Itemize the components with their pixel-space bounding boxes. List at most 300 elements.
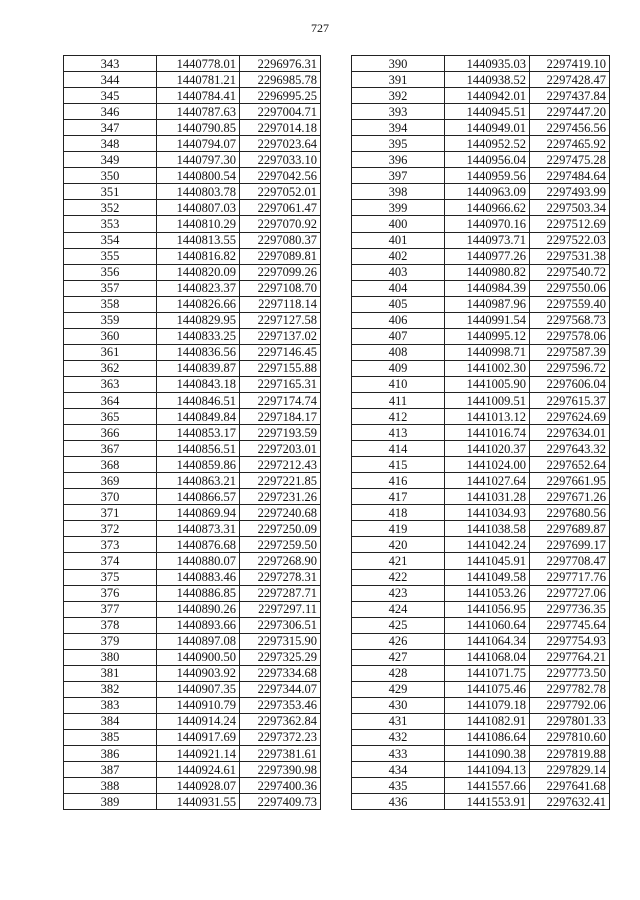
- point-number-cell: 419: [352, 521, 445, 537]
- y-coordinate-cell: 2297754.93: [530, 633, 610, 649]
- point-number-cell: 394: [352, 120, 445, 136]
- y-coordinate-cell: 2297764.21: [530, 649, 610, 665]
- table-row: [352, 184, 610, 200]
- point-number-cell: 429: [352, 681, 445, 697]
- x-coordinate-cell: 1440829.95: [157, 312, 240, 328]
- table-row: [64, 280, 321, 296]
- x-coordinate-cell: 1440863.21: [157, 473, 240, 489]
- x-coordinate-cell: 1441075.46: [445, 681, 530, 697]
- table-row: [352, 280, 610, 296]
- x-coordinate-cell: 1441553.91: [445, 794, 530, 810]
- x-coordinate-cell: 1440995.12: [445, 328, 530, 344]
- x-coordinate-cell: 1440998.71: [445, 344, 530, 360]
- x-coordinate-cell: 1441090.38: [445, 746, 530, 762]
- y-coordinate-cell: 2296985.78: [240, 72, 321, 88]
- y-coordinate-cell: 2297773.50: [530, 665, 610, 681]
- y-coordinate-cell: 2297428.47: [530, 72, 610, 88]
- y-coordinate-cell: 2297146.45: [240, 344, 321, 360]
- table-row: [64, 200, 321, 216]
- table-row: [64, 360, 321, 376]
- y-coordinate-cell: 2296995.25: [240, 88, 321, 104]
- x-coordinate-cell: 1441056.95: [445, 601, 530, 617]
- point-number-cell: 347: [64, 120, 157, 136]
- x-coordinate-cell: 1440883.46: [157, 569, 240, 585]
- point-number-cell: 410: [352, 376, 445, 392]
- y-coordinate-cell: 2297221.85: [240, 473, 321, 489]
- table-row: [352, 200, 610, 216]
- point-number-cell: 343: [64, 56, 157, 72]
- point-number-cell: 356: [64, 264, 157, 280]
- coordinates-table-right-body: [352, 56, 610, 810]
- y-coordinate-cell: 2297540.72: [530, 264, 610, 280]
- point-number-cell: 411: [352, 392, 445, 408]
- y-coordinate-cell: 2297456.56: [530, 120, 610, 136]
- table-row: [64, 778, 321, 794]
- point-number-cell: 366: [64, 425, 157, 441]
- point-number-cell: 401: [352, 232, 445, 248]
- y-coordinate-cell: 2297381.61: [240, 746, 321, 762]
- table-row: [352, 168, 610, 184]
- x-coordinate-cell: 1440928.07: [157, 778, 240, 794]
- table-row: [352, 232, 610, 248]
- y-coordinate-cell: 2297503.34: [530, 200, 610, 216]
- point-number-cell: 359: [64, 312, 157, 328]
- y-coordinate-cell: 2297624.69: [530, 409, 610, 425]
- x-coordinate-cell: 1440823.37: [157, 280, 240, 296]
- table-row: [352, 681, 610, 697]
- x-coordinate-cell: 1441086.64: [445, 729, 530, 745]
- x-coordinate-cell: 1440987.96: [445, 296, 530, 312]
- table-row: [64, 168, 321, 184]
- table-row: [352, 553, 610, 569]
- point-number-cell: 346: [64, 104, 157, 120]
- x-coordinate-cell: 1440797.30: [157, 152, 240, 168]
- y-coordinate-cell: 2297419.10: [530, 56, 610, 72]
- x-coordinate-cell: 1440980.82: [445, 264, 530, 280]
- table-row: [352, 296, 610, 312]
- point-number-cell: 399: [352, 200, 445, 216]
- x-coordinate-cell: 1440853.17: [157, 425, 240, 441]
- y-coordinate-cell: 2297137.02: [240, 328, 321, 344]
- point-number-cell: 371: [64, 505, 157, 521]
- table-row: [352, 601, 610, 617]
- point-number-cell: 413: [352, 425, 445, 441]
- table-row: [352, 72, 610, 88]
- table-row: [352, 344, 610, 360]
- point-number-cell: 402: [352, 248, 445, 264]
- y-coordinate-cell: 2297680.56: [530, 505, 610, 521]
- point-number-cell: 354: [64, 232, 157, 248]
- table-row: [64, 697, 321, 713]
- point-number-cell: 365: [64, 409, 157, 425]
- x-coordinate-cell: 1440843.18: [157, 376, 240, 392]
- point-number-cell: 351: [64, 184, 157, 200]
- y-coordinate-cell: 2297268.90: [240, 553, 321, 569]
- table-row: [352, 360, 610, 376]
- table-row: [64, 136, 321, 152]
- x-coordinate-cell: 1440942.01: [445, 88, 530, 104]
- point-number-cell: 379: [64, 633, 157, 649]
- x-coordinate-cell: 1441009.51: [445, 392, 530, 408]
- x-coordinate-cell: 1440991.54: [445, 312, 530, 328]
- y-coordinate-cell: 2297493.99: [530, 184, 610, 200]
- table-row: [64, 232, 321, 248]
- x-coordinate-cell: 1440880.07: [157, 553, 240, 569]
- point-number-cell: 369: [64, 473, 157, 489]
- x-coordinate-cell: 1440886.85: [157, 585, 240, 601]
- table-row: [352, 489, 610, 505]
- x-coordinate-cell: 1440959.56: [445, 168, 530, 184]
- y-coordinate-cell: 2297587.39: [530, 344, 610, 360]
- x-coordinate-cell: 1440945.51: [445, 104, 530, 120]
- y-coordinate-cell: 2297559.40: [530, 296, 610, 312]
- point-number-cell: 353: [64, 216, 157, 232]
- y-coordinate-cell: 2297334.68: [240, 665, 321, 681]
- x-coordinate-cell: 1441034.93: [445, 505, 530, 521]
- y-coordinate-cell: 2297033.10: [240, 152, 321, 168]
- table-row: [352, 216, 610, 232]
- table-row: [64, 729, 321, 745]
- point-number-cell: 428: [352, 665, 445, 681]
- x-coordinate-cell: 1441045.91: [445, 553, 530, 569]
- y-coordinate-cell: 2297634.01: [530, 425, 610, 441]
- point-number-cell: 360: [64, 328, 157, 344]
- point-number-cell: 381: [64, 665, 157, 681]
- point-number-cell: 389: [64, 794, 157, 810]
- table-row: [64, 505, 321, 521]
- y-coordinate-cell: 2297792.06: [530, 697, 610, 713]
- y-coordinate-cell: 2297531.38: [530, 248, 610, 264]
- table-row: [352, 521, 610, 537]
- table-row: [64, 521, 321, 537]
- table-row: [64, 409, 321, 425]
- y-coordinate-cell: 2297278.31: [240, 569, 321, 585]
- x-coordinate-cell: 1440873.31: [157, 521, 240, 537]
- table-row: [64, 104, 321, 120]
- y-coordinate-cell: 2297606.04: [530, 376, 610, 392]
- x-coordinate-cell: 1440917.69: [157, 729, 240, 745]
- x-coordinate-cell: 1441079.18: [445, 697, 530, 713]
- table-row: [64, 585, 321, 601]
- point-number-cell: 372: [64, 521, 157, 537]
- x-coordinate-cell: 1441027.64: [445, 473, 530, 489]
- y-coordinate-cell: 2297484.64: [530, 168, 610, 184]
- y-coordinate-cell: 2297070.92: [240, 216, 321, 232]
- x-coordinate-cell: 1440813.55: [157, 232, 240, 248]
- x-coordinate-cell: 1440787.63: [157, 104, 240, 120]
- point-number-cell: 397: [352, 168, 445, 184]
- table-row: [64, 264, 321, 280]
- x-coordinate-cell: 1441005.90: [445, 376, 530, 392]
- table-row: [64, 312, 321, 328]
- y-coordinate-cell: 2297203.01: [240, 441, 321, 457]
- table-row: [352, 441, 610, 457]
- y-coordinate-cell: 2297782.78: [530, 681, 610, 697]
- x-coordinate-cell: 1440914.24: [157, 713, 240, 729]
- y-coordinate-cell: 2297409.73: [240, 794, 321, 810]
- point-number-cell: 422: [352, 569, 445, 585]
- table-row: [64, 457, 321, 473]
- y-coordinate-cell: 2297596.72: [530, 360, 610, 376]
- y-coordinate-cell: 2297652.64: [530, 457, 610, 473]
- x-coordinate-cell: 1440846.51: [157, 392, 240, 408]
- coordinates-table-right: [351, 55, 610, 810]
- table-row: [64, 441, 321, 457]
- x-coordinate-cell: 1440781.21: [157, 72, 240, 88]
- point-number-cell: 405: [352, 296, 445, 312]
- point-number-cell: 431: [352, 713, 445, 729]
- y-coordinate-cell: 2297212.43: [240, 457, 321, 473]
- table-row: [352, 633, 610, 649]
- table-row: [352, 778, 610, 794]
- point-number-cell: 400: [352, 216, 445, 232]
- table-row: [352, 649, 610, 665]
- point-number-cell: 377: [64, 601, 157, 617]
- table-row: [64, 553, 321, 569]
- point-number-cell: 396: [352, 152, 445, 168]
- y-coordinate-cell: 2297736.35: [530, 601, 610, 617]
- point-number-cell: 391: [352, 72, 445, 88]
- point-number-cell: 378: [64, 617, 157, 633]
- point-number-cell: 367: [64, 441, 157, 457]
- x-coordinate-cell: 1440924.61: [157, 762, 240, 778]
- y-coordinate-cell: 2297810.60: [530, 729, 610, 745]
- point-number-cell: 421: [352, 553, 445, 569]
- x-coordinate-cell: 1441082.91: [445, 713, 530, 729]
- y-coordinate-cell: 2297819.88: [530, 746, 610, 762]
- y-coordinate-cell: 2297080.37: [240, 232, 321, 248]
- table-row: [64, 794, 321, 810]
- point-number-cell: 404: [352, 280, 445, 296]
- y-coordinate-cell: 2297717.76: [530, 569, 610, 585]
- table-row: [64, 328, 321, 344]
- x-coordinate-cell: 1440816.82: [157, 248, 240, 264]
- x-coordinate-cell: 1441020.37: [445, 441, 530, 457]
- table-row: [64, 489, 321, 505]
- x-coordinate-cell: 1440897.08: [157, 633, 240, 649]
- y-coordinate-cell: 2297165.31: [240, 376, 321, 392]
- x-coordinate-cell: 1441038.58: [445, 521, 530, 537]
- y-coordinate-cell: 2297287.71: [240, 585, 321, 601]
- x-coordinate-cell: 1440859.86: [157, 457, 240, 473]
- table-row: [64, 681, 321, 697]
- table-row: [64, 216, 321, 232]
- point-number-cell: 370: [64, 489, 157, 505]
- y-coordinate-cell: 2297578.06: [530, 328, 610, 344]
- x-coordinate-cell: 1441016.74: [445, 425, 530, 441]
- x-coordinate-cell: 1441060.64: [445, 617, 530, 633]
- x-coordinate-cell: 1440810.29: [157, 216, 240, 232]
- coordinates-table-left-body: [64, 56, 321, 810]
- table-row: [64, 473, 321, 489]
- point-number-cell: 383: [64, 697, 157, 713]
- x-coordinate-cell: 1440839.87: [157, 360, 240, 376]
- table-row: [352, 392, 610, 408]
- point-number-cell: 426: [352, 633, 445, 649]
- x-coordinate-cell: 1441024.00: [445, 457, 530, 473]
- table-row: [64, 665, 321, 681]
- table-row: [64, 344, 321, 360]
- y-coordinate-cell: 2297671.26: [530, 489, 610, 505]
- x-coordinate-cell: 1440807.03: [157, 200, 240, 216]
- y-coordinate-cell: 2297745.64: [530, 617, 610, 633]
- y-coordinate-cell: 2297127.58: [240, 312, 321, 328]
- y-coordinate-cell: 2297042.56: [240, 168, 321, 184]
- x-coordinate-cell: 1440963.09: [445, 184, 530, 200]
- table-row: [64, 56, 321, 72]
- table-row: [64, 376, 321, 392]
- point-number-cell: 418: [352, 505, 445, 521]
- x-coordinate-cell: 1441068.04: [445, 649, 530, 665]
- point-number-cell: 363: [64, 376, 157, 392]
- point-number-cell: 376: [64, 585, 157, 601]
- point-number-cell: 390: [352, 56, 445, 72]
- point-number-cell: 382: [64, 681, 157, 697]
- point-number-cell: 345: [64, 88, 157, 104]
- x-coordinate-cell: 1440956.04: [445, 152, 530, 168]
- point-number-cell: 414: [352, 441, 445, 457]
- x-coordinate-cell: 1440800.54: [157, 168, 240, 184]
- point-number-cell: 364: [64, 392, 157, 408]
- y-coordinate-cell: 2297512.69: [530, 216, 610, 232]
- point-number-cell: 392: [352, 88, 445, 104]
- y-coordinate-cell: 2297689.87: [530, 521, 610, 537]
- x-coordinate-cell: 1440984.39: [445, 280, 530, 296]
- table-row: [352, 537, 610, 553]
- x-coordinate-cell: 1440935.03: [445, 56, 530, 72]
- x-coordinate-cell: 1441049.58: [445, 569, 530, 585]
- x-coordinate-cell: 1440790.85: [157, 120, 240, 136]
- y-coordinate-cell: 2297108.70: [240, 280, 321, 296]
- y-coordinate-cell: 2297522.03: [530, 232, 610, 248]
- table-row: [352, 248, 610, 264]
- point-number-cell: 403: [352, 264, 445, 280]
- point-number-cell: 355: [64, 248, 157, 264]
- table-row: [352, 473, 610, 489]
- point-number-cell: 432: [352, 729, 445, 745]
- table-row: [352, 585, 610, 601]
- table-row: [352, 794, 610, 810]
- point-number-cell: 348: [64, 136, 157, 152]
- point-number-cell: 407: [352, 328, 445, 344]
- table-row: [352, 569, 610, 585]
- x-coordinate-cell: 1441042.24: [445, 537, 530, 553]
- table-row: [352, 312, 610, 328]
- y-coordinate-cell: 2297661.95: [530, 473, 610, 489]
- y-coordinate-cell: 2297061.47: [240, 200, 321, 216]
- y-coordinate-cell: 2297390.98: [240, 762, 321, 778]
- y-coordinate-cell: 2297727.06: [530, 585, 610, 601]
- x-coordinate-cell: 1440803.78: [157, 184, 240, 200]
- point-number-cell: 344: [64, 72, 157, 88]
- x-coordinate-cell: 1440869.94: [157, 505, 240, 521]
- x-coordinate-cell: 1441071.75: [445, 665, 530, 681]
- table-row: [64, 425, 321, 441]
- x-coordinate-cell: 1440938.52: [445, 72, 530, 88]
- table-row: [352, 425, 610, 441]
- y-coordinate-cell: 2297372.23: [240, 729, 321, 745]
- point-number-cell: 425: [352, 617, 445, 633]
- point-number-cell: 417: [352, 489, 445, 505]
- table-row: [64, 120, 321, 136]
- x-coordinate-cell: 1440907.35: [157, 681, 240, 697]
- y-coordinate-cell: 2297099.26: [240, 264, 321, 280]
- y-coordinate-cell: 2297362.84: [240, 713, 321, 729]
- table-row: [352, 104, 610, 120]
- table-row: [352, 120, 610, 136]
- point-number-cell: 409: [352, 360, 445, 376]
- y-coordinate-cell: 2297004.71: [240, 104, 321, 120]
- point-number-cell: 361: [64, 344, 157, 360]
- x-coordinate-cell: 1441031.28: [445, 489, 530, 505]
- y-coordinate-cell: 2297400.36: [240, 778, 321, 794]
- x-coordinate-cell: 1440910.79: [157, 697, 240, 713]
- table-row: [352, 505, 610, 521]
- y-coordinate-cell: 2297014.18: [240, 120, 321, 136]
- y-coordinate-cell: 2297155.88: [240, 360, 321, 376]
- page-number: 727: [311, 21, 329, 35]
- y-coordinate-cell: 2297344.07: [240, 681, 321, 697]
- y-coordinate-cell: 2297259.50: [240, 537, 321, 553]
- table-row: [64, 152, 321, 168]
- y-coordinate-cell: 2297699.17: [530, 537, 610, 553]
- point-number-cell: 430: [352, 697, 445, 713]
- table-row: [64, 617, 321, 633]
- table-row: [352, 88, 610, 104]
- x-coordinate-cell: 1440900.50: [157, 649, 240, 665]
- point-number-cell: 349: [64, 152, 157, 168]
- table-row: [64, 713, 321, 729]
- table-row: [352, 376, 610, 392]
- x-coordinate-cell: 1440778.01: [157, 56, 240, 72]
- x-coordinate-cell: 1441094.13: [445, 762, 530, 778]
- x-coordinate-cell: 1440866.57: [157, 489, 240, 505]
- table-row: [352, 152, 610, 168]
- table-row: [352, 746, 610, 762]
- table-row: [64, 184, 321, 200]
- y-coordinate-cell: 2297568.73: [530, 312, 610, 328]
- point-number-cell: 420: [352, 537, 445, 553]
- x-coordinate-cell: 1440973.71: [445, 232, 530, 248]
- point-number-cell: 380: [64, 649, 157, 665]
- x-coordinate-cell: 1441053.26: [445, 585, 530, 601]
- point-number-cell: 406: [352, 312, 445, 328]
- point-number-cell: 408: [352, 344, 445, 360]
- table-row: [64, 537, 321, 553]
- x-coordinate-cell: 1440921.14: [157, 746, 240, 762]
- point-number-cell: 386: [64, 746, 157, 762]
- point-number-cell: 362: [64, 360, 157, 376]
- x-coordinate-cell: 1440893.66: [157, 617, 240, 633]
- table-row: [352, 264, 610, 280]
- point-number-cell: 373: [64, 537, 157, 553]
- x-coordinate-cell: 1440784.41: [157, 88, 240, 104]
- x-coordinate-cell: 1440856.51: [157, 441, 240, 457]
- point-number-cell: 412: [352, 409, 445, 425]
- table-row: [64, 601, 321, 617]
- x-coordinate-cell: 1440903.92: [157, 665, 240, 681]
- x-coordinate-cell: 1440966.62: [445, 200, 530, 216]
- x-coordinate-cell: 1441064.34: [445, 633, 530, 649]
- y-coordinate-cell: 2297118.14: [240, 296, 321, 312]
- point-number-cell: 374: [64, 553, 157, 569]
- y-coordinate-cell: 2297240.68: [240, 505, 321, 521]
- point-number-cell: 436: [352, 794, 445, 810]
- point-number-cell: 435: [352, 778, 445, 794]
- point-number-cell: 352: [64, 200, 157, 216]
- table-row: [352, 457, 610, 473]
- table-row: [64, 633, 321, 649]
